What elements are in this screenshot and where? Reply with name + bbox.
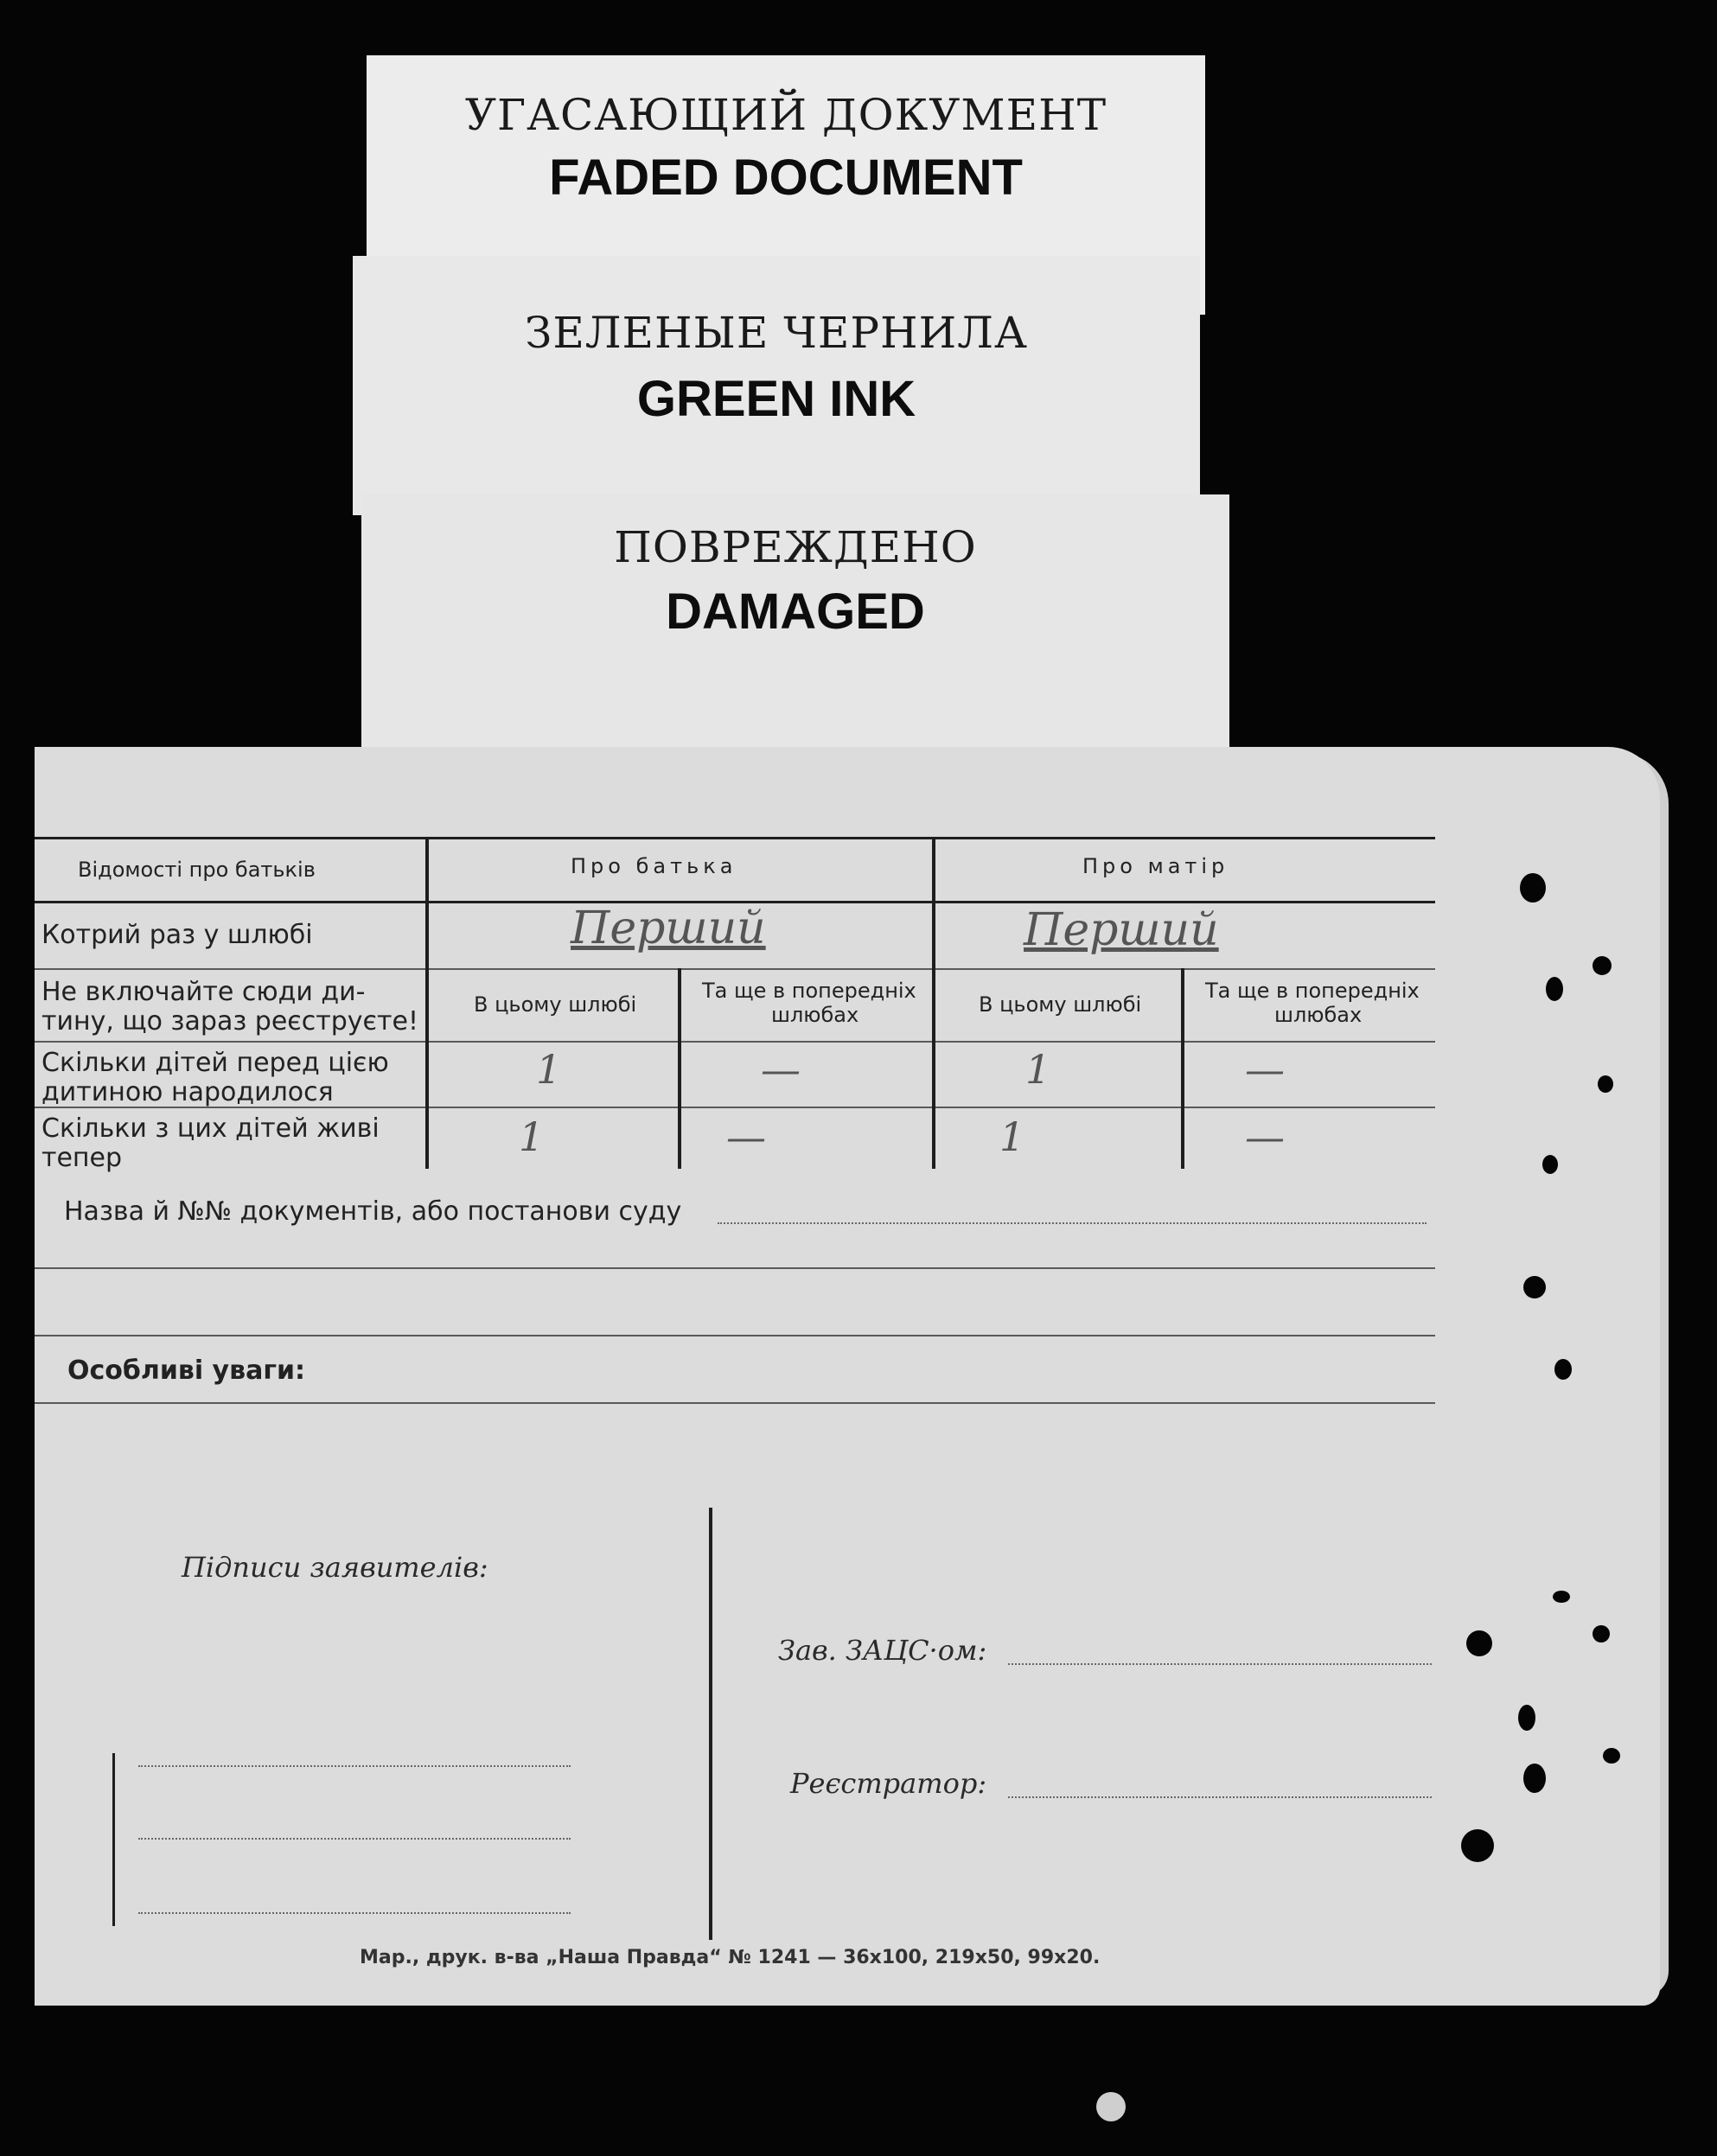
table-col-divider [932,837,935,1169]
damage-hole [1553,1591,1570,1603]
documents-label: Назва й №№ документів, або постанови суду [64,1196,682,1227]
prev-marriages-father-line1: Та ще в попередніх [702,979,916,1003]
about-father-header: Про батька [571,854,737,878]
father-children-alive-this-value: 1 [519,1113,545,1160]
damage-hole [1520,873,1546,903]
father-children-before-prev-value: — [761,1046,801,1093]
notice-ru: УГАСАЮЩИЙ ДОКУМЕНТ [464,90,1107,140]
about-mother-header: Про матір [1082,854,1229,878]
prev-marriages-mother-line2: шлюбах [1274,1003,1363,1027]
registrar-signature-line [1008,1795,1432,1798]
table-top-rule [35,837,1435,839]
table-row-rule [35,1041,1435,1043]
documents-line [35,1267,1435,1269]
exclude-note-line2: тину, що зараз реєструєте! [41,1006,418,1037]
registration-form [35,747,1660,2006]
signature-bracket [112,1753,115,1926]
prev-marriages-father-line2: шлюбах [771,1003,859,1027]
special-notes-label: Особливі уваги: [67,1355,306,1386]
applicant-signatures-label: Підписи заявителів: [182,1551,488,1584]
damage-hole [1518,1705,1535,1731]
table-col-divider [1181,968,1184,1169]
marriage-count-label: Котрий раз у шлюбі [41,920,313,950]
notice-en: GREEN INK [636,371,916,427]
special-notes-line [35,1402,1435,1404]
children-before-line1: Скільки дітей перед цією [41,1048,389,1078]
prev-marriages-mother-line1: Та ще в попередніх [1205,979,1420,1003]
notice-en: DAMAGED [666,584,925,640]
applicant-signature-line [138,1764,571,1767]
notice-en: FADED DOCUMENT [549,150,1023,206]
head-registry-label: Зав. ЗАЦС·ом: [778,1634,987,1667]
damage-hole [1593,956,1612,975]
damage-hole [1598,1075,1613,1093]
documents-line [718,1221,1427,1224]
children-alive-line1: Скільки з цих дітей живі [41,1113,380,1144]
mother-children-before-prev-value: — [1245,1046,1285,1093]
this-marriage-father-header: В цьому шлюбі [474,992,637,1017]
notice-ru: ЗЕЛЕНЫЕ ЧЕРНИЛА [525,308,1028,358]
damage-hole [1466,1630,1492,1656]
damage-hole [1523,1764,1546,1793]
exclude-note-line1: Не включайте сюди ди- [41,977,366,1007]
father-marriage-count-value: Перший [571,903,766,954]
damaged-notice [361,494,1229,754]
mother-children-alive-prev-value: — [1245,1113,1285,1160]
notice-ru: ПОВРЕЖДЕНО [614,522,977,572]
damage-hole [1461,1829,1494,1862]
father-children-alive-prev-value: — [726,1113,766,1160]
parents-info-header: Відомості про батьків [78,858,316,882]
father-children-before-this-value: 1 [536,1046,562,1093]
children-before-line2: дитиною народилося [41,1077,334,1107]
signature-divider [709,1508,712,1940]
damage-hole [1523,1276,1546,1298]
green-ink-notice [353,256,1200,515]
damage-hole [1603,1748,1620,1764]
applicant-signature-line [138,1910,571,1914]
children-alive-line2: тепер [41,1143,123,1173]
table-col-divider [678,968,681,1169]
mother-children-alive-this-value: 1 [999,1113,1025,1160]
damage-hole [1542,1155,1558,1174]
archive-marker-dot [1096,2092,1126,2121]
documents-line [35,1335,1435,1336]
head-registry-signature-line [1008,1662,1432,1665]
printer-footer: Мар., друк. в-ва „Наша Правда“ № 1241 — 36х100, 219х50, 99х20. [360,1947,1101,1968]
applicant-signature-line [138,1836,571,1840]
registrar-label: Реєстратор: [790,1767,987,1800]
mother-children-before-this-value: 1 [1025,1046,1051,1093]
table-row-rule [35,968,1435,970]
table-col-divider [425,837,429,1169]
this-marriage-mother-header: В цьому шлюбі [979,992,1142,1017]
damage-hole [1546,977,1563,1001]
mother-marriage-count-value: Перший [1024,904,1219,956]
damage-hole [1593,1625,1610,1643]
damage-hole [1554,1359,1572,1380]
